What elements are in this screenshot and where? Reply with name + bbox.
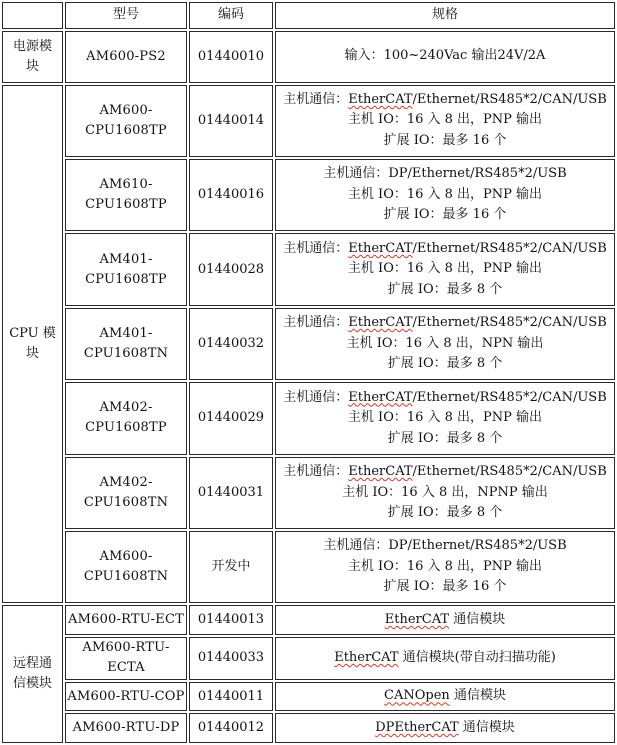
model-cell: AM600-PS2	[65, 31, 187, 83]
code-cell: 01440013	[189, 605, 273, 635]
code-cell: 01440031	[189, 457, 273, 529]
model-cell: AM600-RTU-ECTA	[65, 637, 187, 680]
category-remote	[2, 605, 63, 743]
table-row	[2, 605, 615, 635]
table-row	[2, 85, 615, 157]
header-row	[2, 2, 615, 29]
table-row	[2, 382, 615, 454]
spec-cell	[275, 531, 615, 603]
code-cell: 01440010	[189, 31, 273, 83]
code-cell: 01440028	[189, 233, 273, 305]
code-cell: 01440011	[189, 682, 273, 712]
spec-line: 主机 IO：16 入 8 出，PNP 输出	[347, 112, 543, 128]
model-cell: AM600-CPU1608TN	[65, 531, 187, 603]
model-cell: AM401-CPU1608TP	[65, 233, 187, 305]
spec-cell	[275, 233, 615, 305]
spec-line: 主机 IO：16 入 8 出，NPN 输出	[346, 335, 544, 351]
category-power-line-1: 电源模	[12, 38, 52, 54]
spec-cell	[275, 457, 615, 529]
model-cell: AM401-CPU1608TN	[65, 308, 187, 380]
category-remote-line-2: 信模块	[12, 676, 52, 692]
spec-line: 扩展 IO：最多 16 个	[383, 207, 507, 223]
spec-line: 主机 IO：16 入 8 出，PNP 输出	[347, 261, 543, 277]
table-row	[2, 233, 615, 305]
spec-line: 主机通信：EtherCAT/Ethernet/RS485*2/CAN/USB	[283, 315, 607, 331]
category-power	[2, 31, 63, 83]
table-row	[2, 308, 615, 380]
header-spec: 规格	[275, 2, 615, 29]
category-remote-line-1: 远程通	[12, 656, 52, 672]
spec-line: 扩展 IO：最多 8 个	[387, 356, 503, 372]
header-code: 编码	[189, 2, 273, 29]
spellcheck-underline: EtherCAT	[348, 240, 413, 256]
code-cell: 开发中	[189, 531, 273, 603]
spec-line: 扩展 IO：最多 8 个	[387, 281, 503, 297]
category-power-line-2: 块	[25, 58, 39, 74]
spec-line: 主机通信：EtherCAT/Ethernet/RS485*2/CAN/USB	[283, 464, 607, 480]
table-row	[2, 457, 615, 529]
spec-line: 输入：100~240Vac 输出24V/2A	[344, 48, 546, 64]
spec-line: 主机通信：DP/Ethernet/RS485*2/USB	[323, 538, 567, 554]
category-cpu-line-2: 块	[25, 345, 39, 361]
spellcheck-underline: EtherCAT	[348, 91, 413, 107]
spec-cell	[275, 85, 615, 157]
model-cell: AM600-RTU-ECT	[65, 605, 187, 635]
category-cpu	[2, 85, 63, 604]
model-cell: AM610-CPU1608TP	[65, 159, 187, 231]
spellcheck-underline: EtherCAT	[334, 650, 399, 666]
spellcheck-underline: DPEtherCAT	[375, 719, 459, 735]
spec-line: 主机 IO：16 入 8 出，PNP 输出	[347, 410, 543, 426]
spellcheck-underline: EtherCAT	[384, 611, 450, 627]
model-cell: AM402-CPU1608TN	[65, 457, 187, 529]
header-category	[2, 2, 63, 29]
spec-cell	[275, 308, 615, 380]
spec-line: 扩展 IO：最多 8 个	[387, 505, 503, 521]
table-row	[2, 159, 615, 231]
spec-cell	[275, 31, 615, 83]
spec-line: 主机通信：EtherCAT/Ethernet/RS485*2/CAN/USB	[283, 240, 607, 256]
spec-line: 扩展 IO：最多 16 个	[383, 132, 507, 148]
model-cell: AM600-CPU1608TP	[65, 85, 187, 157]
table-row	[2, 713, 615, 743]
code-cell: 01440033	[189, 637, 273, 680]
spec-cell	[275, 159, 615, 231]
spec-cell	[275, 682, 615, 712]
spellcheck-underline: EtherCAT	[348, 315, 413, 331]
table-row	[2, 637, 615, 680]
table-row	[2, 31, 615, 83]
model-cell: AM402-CPU1608TP	[65, 382, 187, 454]
code-cell: 01440014	[189, 85, 273, 157]
spec-line: 主机 IO：16 入 8 出，PNP 输出	[347, 558, 543, 574]
spellcheck-underline: CANOpen	[384, 688, 450, 704]
spec-cell	[275, 382, 615, 454]
model-cell: AM600-RTU-DP	[65, 713, 187, 743]
table-row	[2, 682, 615, 712]
spec-line: 主机 IO：16 入 8 出，PNP 输出	[347, 186, 543, 202]
spec-line: EtherCAT 通信模块	[384, 611, 506, 627]
spec-line: 主机通信：EtherCAT/Ethernet/RS485*2/CAN/USB	[283, 389, 607, 405]
spec-line: 扩展 IO：最多 8 个	[387, 430, 503, 446]
header-model: 型号	[65, 2, 187, 29]
spec-line: 主机通信：EtherCAT/Ethernet/RS485*2/CAN/USB	[283, 91, 607, 107]
spec-cell	[275, 637, 615, 680]
spec-line: 扩展 IO：最多 16 个	[383, 579, 507, 595]
spec-line: 主机通信：DP/Ethernet/RS485*2/USB	[323, 166, 567, 182]
spec-line: 主机 IO：16 入 8 出，NPNP 输出	[342, 484, 548, 500]
code-cell: 01440032	[189, 308, 273, 380]
category-cpu-line-1: CPU 模	[9, 325, 56, 341]
spec-line: EtherCAT 通信模块(带自动扫描功能)	[334, 650, 556, 666]
model-cell: AM600-RTU-COP	[65, 682, 187, 712]
code-cell: 01440016	[189, 159, 273, 231]
spec-line: DPEtherCAT 通信模块	[375, 719, 515, 735]
spec-line: CANOpen 通信模块	[384, 688, 506, 704]
code-cell: 01440012	[189, 713, 273, 743]
spellcheck-underline: EtherCAT	[348, 389, 413, 405]
spellcheck-underline: EtherCAT	[348, 464, 413, 480]
table-row	[2, 531, 615, 603]
spec-cell	[275, 713, 615, 743]
spec-cell	[275, 605, 615, 635]
code-cell: 01440029	[189, 382, 273, 454]
